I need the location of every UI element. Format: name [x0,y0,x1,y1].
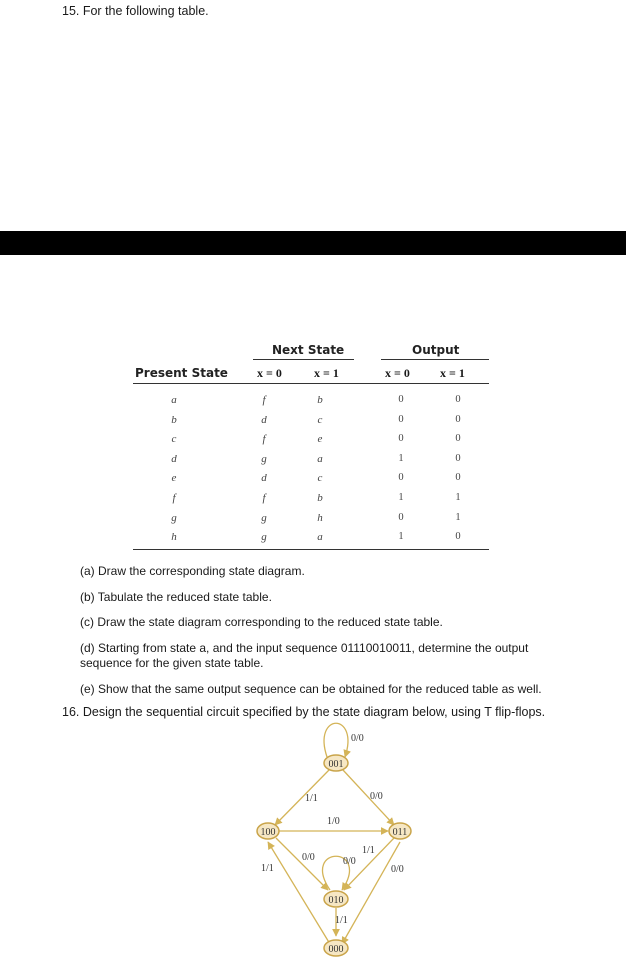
state-000 [324,940,348,956]
present-state-cell: f [172,492,176,504]
output-x1-cell: 0 [455,394,461,405]
output-x1-cell: 0 [455,452,461,464]
next-state-x1-cell: e [317,433,323,446]
label-001-100: 1/1 [305,793,318,804]
label-loop-001: 0/0 [351,733,364,744]
part-d-line2: sequence for the given state table. [80,656,264,670]
edge-001-100 [275,770,329,825]
state-001-label: 001 [328,759,344,770]
present-state-cell: b [171,413,177,426]
next-state-x0-cell: g [261,452,267,465]
output-x0-cell: 1 [398,452,404,464]
next-state-x1-cell: h [317,511,323,524]
header-next-x0: x = 0 [257,366,282,380]
output-x1-cell: 0 [455,472,461,484]
edge-001-011 [343,770,394,825]
header-next-state: Next State [272,343,345,357]
state-010-label: 010 [328,895,344,906]
output-x0-cell: 0 [398,433,404,445]
state-100 [257,823,279,839]
label-100-010: 0/0 [302,852,315,863]
next-state-x1-cell: a [317,531,323,544]
next-state-x1-cell: c [317,413,323,426]
part-e: (e) Show that the same output sequence can be obtained for the reduced table as well. [80,682,542,696]
label-001-011: 0/0 [370,791,383,802]
output-x1-cell: 1 [455,492,461,503]
output-x1-cell: 0 [455,413,461,425]
next-state-x0-cell: d [261,472,267,485]
next-state-x1-cell: b [317,394,323,406]
state-000-label: 000 [328,944,344,955]
next-state-x0-cell: d [261,413,267,426]
part-d-line1: (d) Starting from state a, and the input sequence 01110010011, determine the output [80,641,529,655]
present-state-cell: c [171,433,177,446]
present-state-cell: h [171,531,177,544]
next-state-x0-cell: f [262,492,266,504]
label-loop-010: 0/0 [343,856,356,867]
label-100-000: 1/1 [261,863,274,874]
part-b: (b) Tabulate the reduced state table. [80,590,272,604]
output-x1-cell: 0 [455,433,461,445]
header-output: Output [412,343,460,357]
label-100-011: 1/0 [327,816,340,827]
next-state-x1-cell: a [317,452,323,465]
present-state-cell: a [171,394,177,406]
state-001 [324,755,348,771]
part-a: (a) Draw the corresponding state diagram. [80,564,305,578]
next-state-x1-cell: c [317,472,323,485]
output-x0-cell: 1 [398,531,404,543]
part-c: (c) Draw the state diagram corresponding to the reduced state table. [80,615,443,629]
label-010-000: 1/1 [335,915,348,926]
output-x0-cell: 0 [398,511,404,523]
next-state-x0-cell: f [262,433,266,446]
state-011 [389,823,411,839]
header-next-x1: x = 1 [314,366,339,380]
header-present-state: Present State [135,366,228,380]
question-15-title: 15. For the following table. [62,4,209,18]
edge-100-010 [276,838,328,890]
label-011-010: 1/1 [362,845,375,856]
output-x0-cell: 0 [398,413,404,425]
output-x0-cell: 0 [398,472,404,484]
state-100-label: 100 [260,827,276,838]
header-out-x1: x = 1 [440,366,465,380]
question-16-title: 16. Design the sequential circuit specified by the state diagram below, using T flip-flops. [62,705,546,719]
edge-loop-001 [324,723,348,757]
state-010 [324,891,348,907]
edge-000-100 [268,842,330,944]
output-x1-cell: 0 [455,531,461,543]
output-x1-cell: 1 [455,511,461,523]
next-state-x0-cell: g [261,531,267,544]
next-state-x0-cell: f [262,394,266,406]
output-x0-cell: 1 [398,492,404,503]
present-state-cell: d [171,452,177,465]
present-state-cell: g [171,511,177,524]
output-x0-cell: 0 [398,394,404,405]
present-state-cell: e [171,472,177,485]
label-011-000: 0/0 [391,864,404,875]
header-out-x0: x = 0 [385,366,410,380]
state-011-label: 011 [392,827,408,838]
next-state-x1-cell: b [317,492,323,504]
next-state-x0-cell: g [261,511,267,524]
